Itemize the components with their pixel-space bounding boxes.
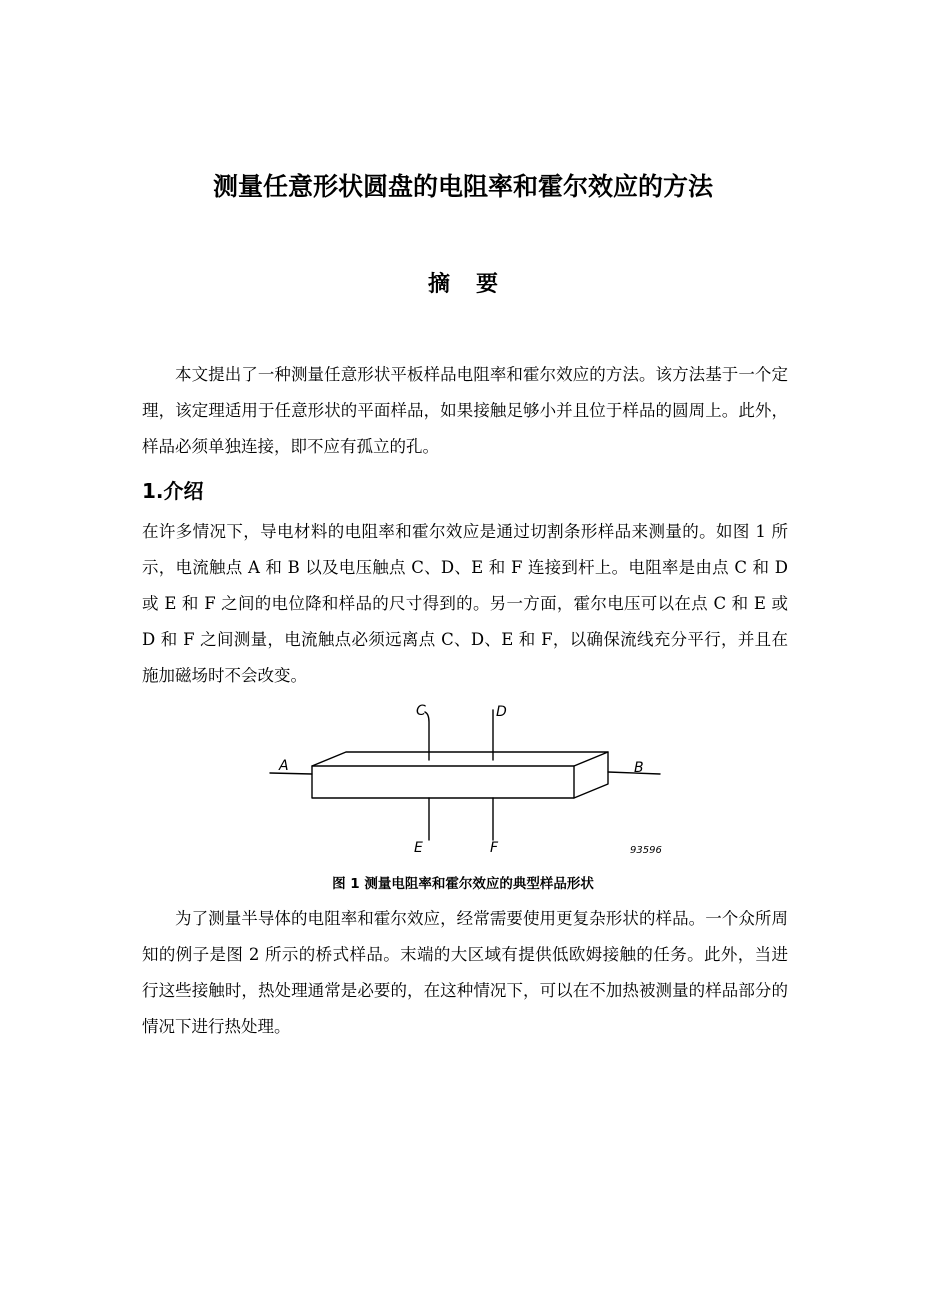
label-a: A — [279, 758, 289, 774]
paper-title: 测量任意形状圆盘的电阻率和霍尔效应的方法 — [212, 172, 713, 201]
figure-number: 93596 — [630, 845, 662, 856]
abstract-heading: 摘要 — [427, 272, 524, 297]
bar-top-face — [312, 752, 608, 766]
lead-a — [270, 773, 312, 774]
figure-1-drawing — [262, 700, 672, 862]
intro-paragraph-2: 为了测量半导体的电阻率和霍尔效应，经常需要使用更复杂形状的样品。一个众所周知的例子是图 2 所示的桥式样品。末端的大区域有提供低欧姆接触的任务。此外，当进行这些接触时，热处理通常是必要的，在这种情况下，可以在不加热被测量的样品部分的情况下进行热处理。 — [142, 909, 788, 1036]
label-c: C — [416, 703, 426, 719]
label-b: B — [634, 760, 644, 776]
bar-front-face — [312, 766, 574, 798]
figure-1 — [262, 700, 672, 862]
intro-paragraph-1: 在许多情况下，导电材料的电阻率和霍尔效应是通过切割条形样品来测量的。如图 1 所示，电流触点 A 和 B 以及电压触点 C、D、E 和 F 连接到杆上。电阻率是由点 C 和 D 或 E 和 F 之间的电位降和样品的尺寸得到的。另一方面，霍尔电压可以在点 C 和 E 或 D 和 F 之间测量，电流触点必须远离点 C、D、E 和 F，以确保流线充分平行，并且在施加磁场时不会改变。 — [142, 522, 788, 685]
figure-1-caption: 图 1 测量电阻率和霍尔效应的典型样品形状 — [332, 876, 594, 892]
section-heading-introduction: 1.介绍 — [142, 479, 204, 503]
abstract-text: 本文提出了一种测量任意形状平板样品电阻率和霍尔效应的方法。该方法基于一个定理，该定理适用于任意形状的平面样品，如果接触足够小并且位于样品的圆周上。此外，样品必须单独连接，即不应有孤立的孔。 — [142, 365, 788, 456]
lead-c — [425, 712, 429, 760]
label-f: F — [490, 840, 499, 856]
label-d: D — [496, 704, 507, 720]
label-e: E — [414, 840, 423, 856]
